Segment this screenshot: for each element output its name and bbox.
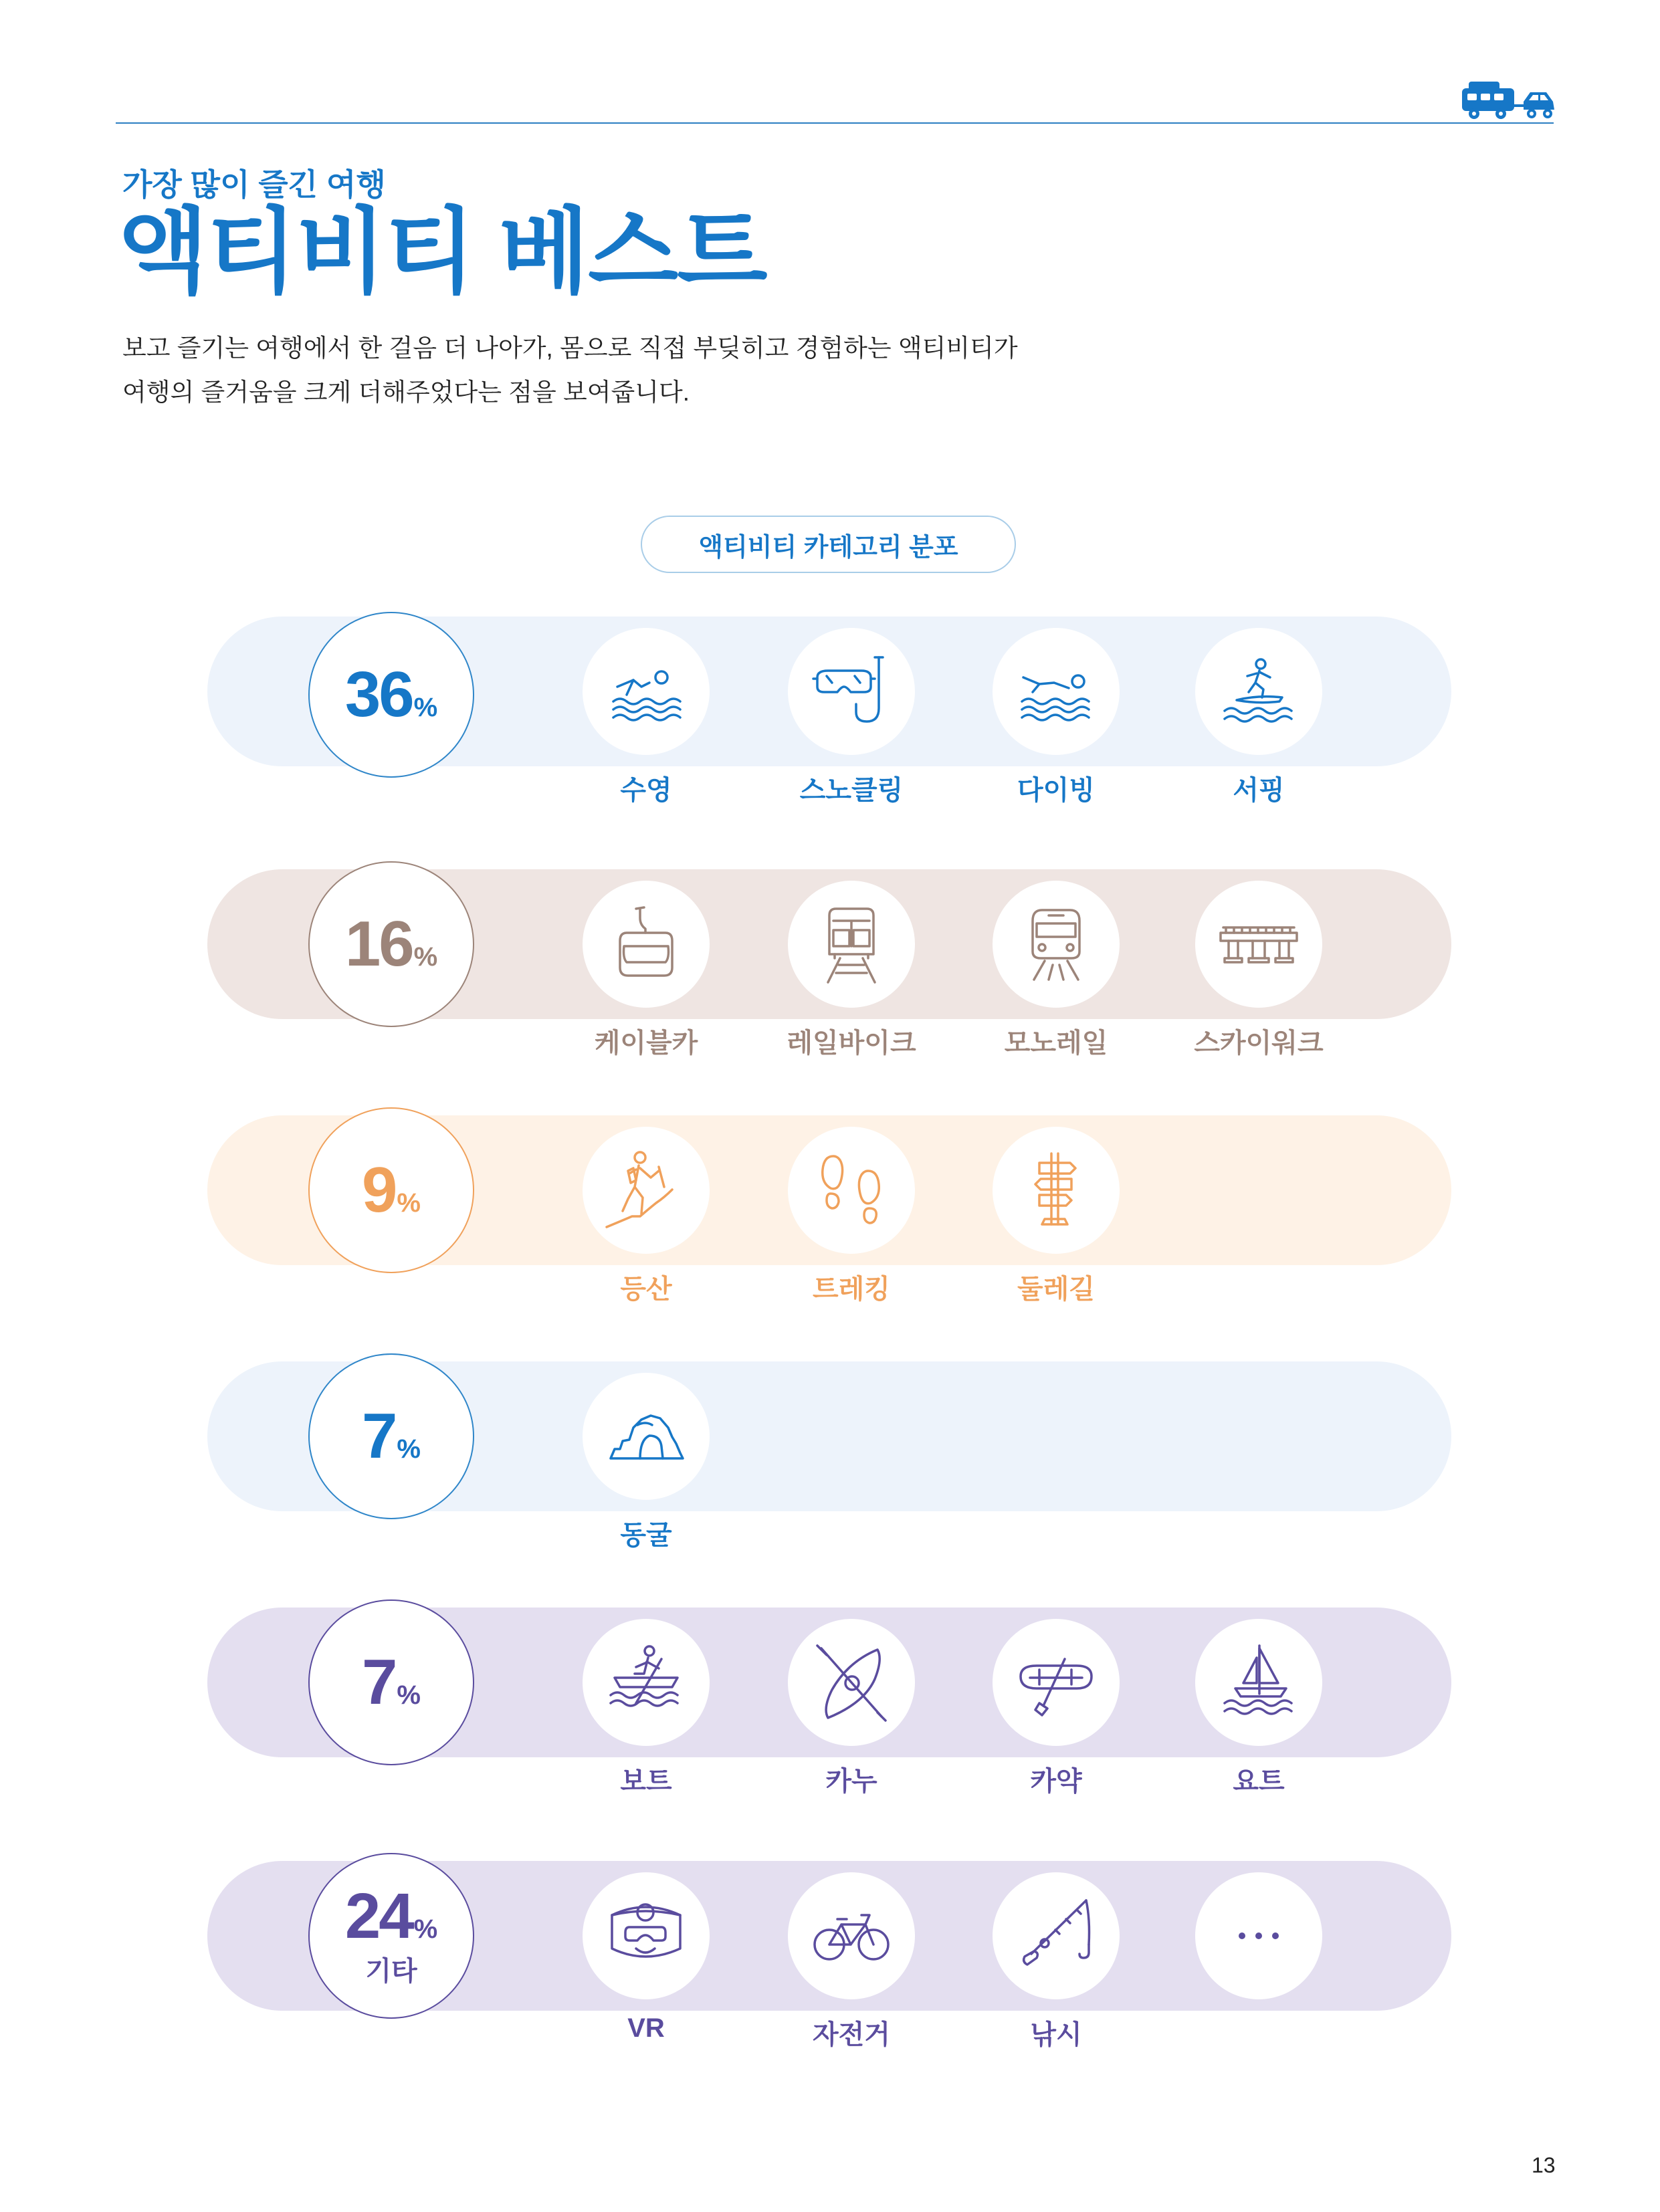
footprints-icon [808, 1147, 895, 1234]
activity-label: 자전거 [813, 2020, 890, 2050]
activity-icon-circle [583, 628, 710, 755]
fishing-rod-icon [1013, 1892, 1100, 1979]
activity-label: 요트 [1233, 1767, 1285, 1796]
activity-label: 등산 [620, 1275, 672, 1304]
percent-sublabel: 기타 [365, 1956, 417, 1986]
activity-icon-circle [993, 1872, 1120, 1999]
activity-label: 카약 [1030, 1767, 1082, 1796]
activity-icon-circle [993, 1127, 1120, 1254]
hiker-icon [603, 1147, 690, 1234]
swimmer-icon [603, 648, 690, 735]
activity-label: 서핑 [1233, 776, 1285, 805]
activity-icon-circle [1195, 881, 1322, 1008]
percent-value: 7 [362, 1400, 396, 1472]
activity-icon-circle [788, 881, 915, 1008]
activity-icon-circle [1195, 628, 1322, 755]
percent-unit: % [413, 942, 438, 972]
percent-unit: % [397, 1188, 421, 1218]
percent-value: 9 [362, 1154, 396, 1226]
activity-label: 낚시 [1030, 2020, 1082, 2050]
activity-label: VR [627, 2013, 665, 2043]
activity-icon-circle [993, 881, 1120, 1008]
percent-circle [308, 1107, 474, 1273]
percent-unit: % [397, 1680, 421, 1710]
activity-label: 보트 [620, 1767, 672, 1796]
camper-car-icon [1459, 79, 1556, 122]
description-line: 여행의 즐거움을 크게 더해주었다는 점을 보여줍니다. [122, 378, 690, 406]
activity-label: 트레킹 [813, 1275, 890, 1304]
cave-icon [603, 1393, 690, 1480]
activity-icon-circle [788, 1127, 915, 1254]
activity-icon-circle [583, 1619, 710, 1746]
page-description [122, 326, 1018, 415]
activity-label: 케이블카 [594, 1028, 698, 1058]
percent-circle [308, 1353, 474, 1519]
canoe-icon [808, 1639, 895, 1726]
more-dots-icon [1215, 1892, 1302, 1979]
activity-label: 동굴 [620, 1521, 672, 1550]
percent-unit: % [397, 1434, 421, 1464]
sailboat-icon [1215, 1639, 1302, 1726]
activity-icon-circle [993, 1619, 1120, 1746]
activity-icon-circle [583, 881, 710, 1008]
vr-headset-icon [603, 1892, 690, 1979]
activity-icon-circle [788, 1619, 915, 1746]
activity-label: 카누 [825, 1767, 877, 1796]
activity-icon-circle [1195, 1619, 1322, 1746]
surfer-icon [1215, 648, 1302, 735]
percent-circle [308, 1853, 474, 2019]
skywalk-icon [1215, 901, 1302, 988]
page-number: 13 [1532, 2153, 1556, 2177]
snorkel-mask-icon [808, 648, 895, 735]
percent-unit: % [413, 1914, 438, 1944]
activity-label: 수영 [620, 776, 672, 805]
activity-icon-circle [788, 1872, 915, 1999]
activity-label: 다이빙 [1017, 776, 1095, 805]
signpost-icon [1013, 1147, 1100, 1234]
activity-label: 레일바이크 [787, 1028, 916, 1058]
page-subtitle: 가장 많이 즐긴 여행 [122, 167, 386, 202]
rowboat-icon [603, 1639, 690, 1726]
kayak-icon [1013, 1639, 1100, 1726]
monorail-icon [1013, 901, 1100, 988]
description-line: 보고 즐기는 여행에서 한 걸음 더 나아가, 몸으로 직접 부딪히고 경험하는 액티비티가 [122, 334, 1018, 362]
activity-icon-circle [788, 628, 915, 755]
bicycle-icon [808, 1892, 895, 1979]
percent-circle [308, 1599, 474, 1765]
percent-unit: % [413, 693, 438, 722]
activity-icon-circle [1195, 1872, 1322, 1999]
activity-icon-circle [583, 1373, 710, 1500]
cable-car-icon [603, 901, 690, 988]
percent-value: 16 [344, 908, 413, 980]
activity-label: 둘레길 [1017, 1275, 1095, 1304]
activity-label: 스노클링 [799, 776, 904, 805]
percent-circle [308, 861, 474, 1027]
percent-value: 24 [344, 1880, 413, 1952]
activity-icon-circle [583, 1872, 710, 1999]
percent-value: 36 [344, 659, 413, 730]
section-title: 액티비티 카테고리 분포 [641, 516, 1016, 573]
rail-bike-icon [808, 901, 895, 988]
activity-icon-circle [993, 628, 1120, 755]
percent-value: 7 [362, 1646, 396, 1718]
header-divider [116, 122, 1554, 124]
percent-circle [308, 612, 474, 778]
diver-icon [1013, 648, 1100, 735]
activity-icon-circle [583, 1127, 710, 1254]
page-title: 액티비티 베스트 [118, 199, 766, 304]
activity-label: 모노레일 [1004, 1028, 1108, 1058]
activity-label: 스카이워크 [1194, 1028, 1324, 1058]
